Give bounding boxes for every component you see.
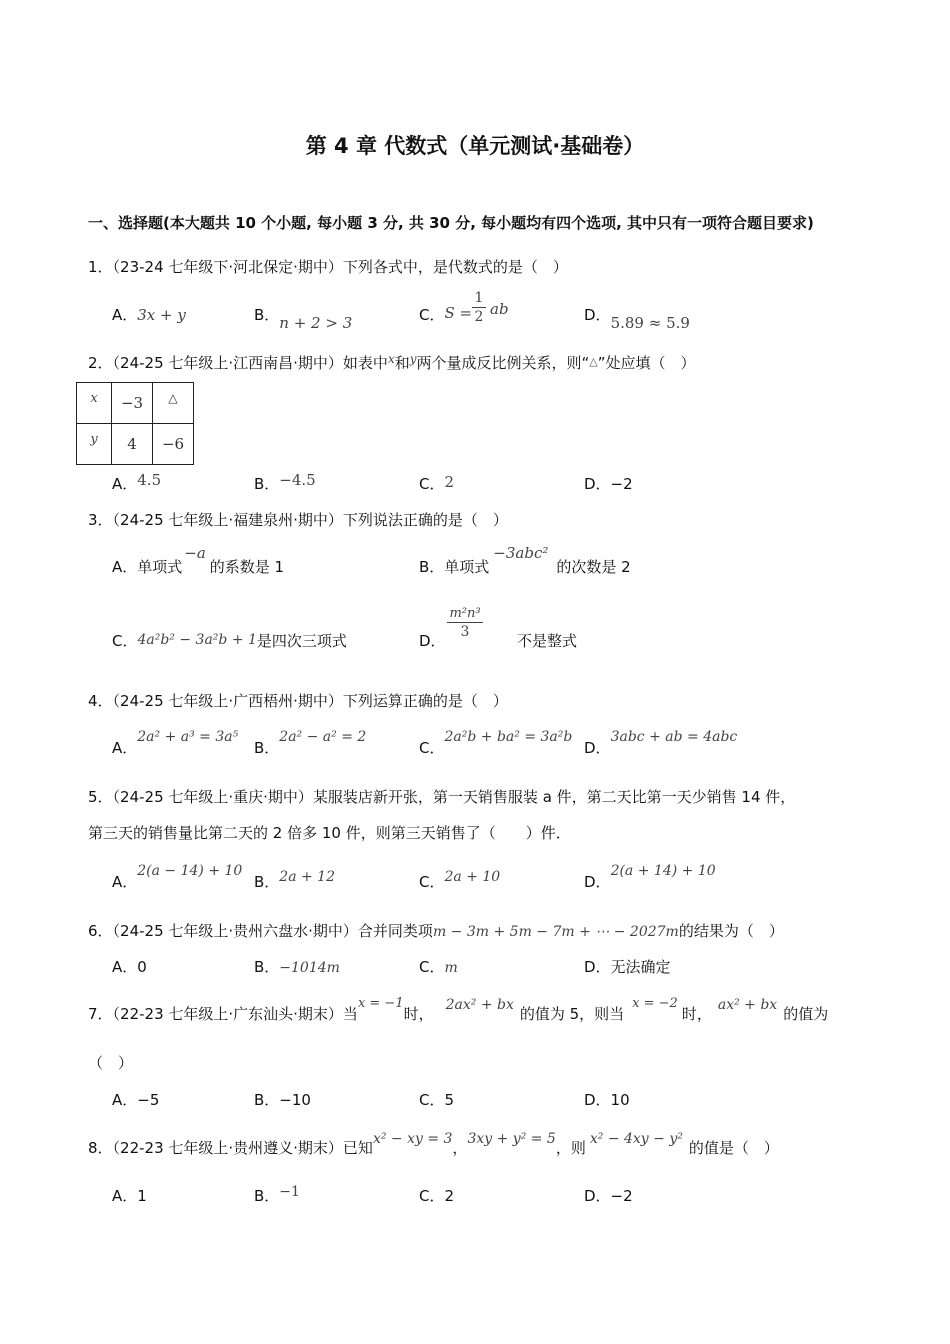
option-math: −1014m	[279, 960, 340, 976]
stem-math: x = −2	[632, 996, 678, 1011]
table-cell	[153, 383, 194, 424]
stem-math: 3xy + y² = 5	[467, 1131, 556, 1147]
table-cell	[153, 424, 194, 465]
q3-option-c[interactable]	[112, 630, 347, 651]
q3-option-d-label[interactable]: D．	[419, 632, 446, 650]
stem-text: 的值为 5，则当	[519, 1005, 625, 1023]
cell-text: △	[168, 391, 178, 405]
q5-option-d[interactable]	[584, 863, 716, 892]
math-x: x	[387, 352, 395, 366]
option-label: C．	[112, 632, 138, 650]
table-cell	[77, 383, 112, 424]
q5-option-a[interactable]	[112, 863, 243, 892]
stem-text: ，则	[555, 1139, 586, 1157]
stem-math: x² − xy = 3	[372, 1131, 453, 1147]
q1-option-d[interactable]	[584, 304, 690, 332]
option-label: B．单项式	[419, 558, 490, 576]
q1-option-a[interactable]	[112, 304, 186, 325]
option-label: D．	[584, 306, 611, 324]
option-label: C．	[419, 873, 445, 891]
q2-option-c[interactable]	[419, 473, 454, 494]
option-math: −1	[279, 1184, 300, 1200]
option-math: S =	[444, 304, 473, 322]
proportion-table	[76, 382, 194, 465]
option-math: m	[444, 960, 458, 976]
option-text: 是四次三项式	[256, 632, 347, 650]
question-1-stem: 1．（23-24 七年级下·河北保定·期中）下列各式中，是代数式的是（ ）	[88, 258, 568, 276]
option-label: B．	[254, 1187, 280, 1205]
stem-math: x² − 4xy − y²	[589, 1131, 683, 1147]
q4-option-b[interactable]	[254, 729, 367, 758]
stem-text: 两个量成反比例关系，则“	[416, 354, 590, 372]
question-4-stem: 4．（24-25 七年级上·广西梧州·期中）下列运算正确的是（ ）	[88, 692, 508, 710]
q2-option-a[interactable]	[112, 473, 161, 494]
option-label: A．	[112, 873, 138, 891]
stem-math: 2ax² + bx	[445, 997, 514, 1013]
question-8-stem	[88, 1131, 779, 1158]
q7-option-c[interactable]: C．5	[419, 1091, 455, 1109]
q6-option-b[interactable]	[254, 956, 340, 977]
stem-math: ax² + bx	[717, 997, 778, 1013]
option-math: 2	[444, 473, 455, 491]
stem-text: 的结果为（ ）	[678, 922, 784, 940]
stem-text: ，	[452, 1139, 468, 1157]
table-row	[77, 383, 194, 424]
q7-option-a[interactable]: A．−5	[112, 1091, 160, 1109]
question-2-stem	[88, 352, 696, 373]
option-math: 4.5	[137, 471, 162, 489]
table-cell	[112, 424, 153, 465]
option-math: 2a²b + ba² = 3a²b	[444, 729, 573, 745]
option-label: C．	[419, 475, 445, 493]
option-math: 3x + y	[137, 306, 186, 324]
q4-option-c[interactable]	[419, 729, 573, 758]
option-label: A．单项式	[112, 558, 183, 576]
q5-option-b[interactable]	[254, 871, 335, 892]
option-label: D．	[584, 739, 611, 757]
option-math: 4a²b² − 3a²b + 1	[137, 632, 257, 648]
cell-text: −6	[161, 435, 185, 453]
q2-option-b[interactable]	[254, 473, 316, 494]
option-text: 的次数是 2	[556, 558, 631, 576]
option-label: C．	[419, 306, 445, 324]
q1-option-c[interactable]	[419, 304, 472, 325]
option-label: C．	[419, 739, 445, 757]
cell-text: x	[90, 391, 98, 406]
q8-option-d[interactable]: D．−2	[584, 1187, 633, 1205]
option-math: n + 2 > 3	[279, 314, 353, 332]
option-label: D．	[584, 873, 611, 891]
question-5-stem-line1: 5．（24-25 七年级上·重庆·期中）某服装店新开张，第一天销售服装 a 件，第二天比第一天少销售 14 件，	[88, 788, 796, 806]
stem-text: 8．（22-23 七年级上·贵州遵义·期末）已知	[88, 1139, 373, 1157]
option-label: A．	[112, 306, 138, 324]
option-math: 5.89 ≈ 5.9	[610, 314, 690, 332]
option-math: 2a² + a³ = 3a⁵	[137, 729, 239, 745]
question-5-stem-line2: 第三天的销售量比第二天的 2 倍多 10 件，则第三天销售了（ ）件．	[88, 824, 571, 842]
q1-c-fraction	[472, 290, 486, 325]
option-math: −3abc²	[493, 544, 549, 562]
q1-option-b[interactable]	[254, 304, 353, 332]
q3-option-b[interactable]	[419, 544, 631, 577]
option-label: B．	[254, 739, 280, 757]
q8-option-a[interactable]: A．1	[112, 1187, 147, 1205]
stem-text: 时，	[403, 1005, 434, 1023]
q1-c-math-tail: ab	[490, 300, 509, 318]
q4-option-d[interactable]	[584, 729, 738, 758]
q3-d-text: 不是整式	[517, 632, 578, 650]
stem-text: 2．（24-25 七年级上·江西南昌·期中）如表中	[88, 354, 388, 372]
stem-text: ”处应填（ ）	[597, 354, 696, 372]
question-7-stem	[88, 996, 829, 1024]
question-6-stem	[88, 920, 784, 941]
q3-option-a[interactable]	[112, 544, 285, 577]
table-row	[77, 424, 194, 465]
stem-text: 的值为	[783, 1005, 829, 1023]
option-math: 2(a − 14) + 10	[137, 863, 243, 879]
section-heading: 一、选择题(本大题共 10 个小题, 每小题 3 分, 共 30 分, 每小题均有四个选项, 其中只有一项符合题目要求)	[88, 214, 814, 232]
fraction-denominator: 2	[474, 309, 484, 325]
option-math: 3abc + ab = 4abc	[610, 729, 738, 745]
fraction-numerator: 1	[474, 290, 484, 306]
option-math: 2a + 12	[279, 869, 335, 885]
q7-option-d[interactable]: D．10	[584, 1091, 630, 1109]
page-title: 第 4 章 代数式（单元测试·基础卷）	[305, 134, 645, 158]
cell-text: −3	[120, 394, 144, 412]
option-label: C．	[419, 958, 445, 976]
stem-text: 的值是（ ）	[688, 1139, 779, 1157]
stem-text: 时，	[681, 1005, 712, 1023]
math-y: y	[409, 352, 417, 366]
stem-math: x = −1	[357, 996, 404, 1011]
table-cell	[77, 424, 112, 465]
q4-option-a[interactable]	[112, 729, 239, 758]
stem-text: 6．（24-25 七年级上·贵州六盘水·期中）合并同类项	[88, 922, 433, 940]
option-math: 2a + 10	[444, 869, 501, 885]
triangle-symbol: △	[589, 355, 598, 368]
q3-d-fraction	[447, 606, 483, 640]
q8-option-c[interactable]: C．2	[419, 1187, 455, 1205]
option-label: A．	[112, 739, 138, 757]
option-label: B．	[254, 873, 280, 891]
q6-option-c[interactable]	[419, 956, 458, 977]
fraction-numerator: m²n³	[449, 606, 481, 621]
q8-option-b[interactable]	[254, 1185, 300, 1206]
option-math: −a	[184, 544, 206, 562]
cell-text: y	[90, 432, 98, 447]
option-label: B．	[254, 306, 280, 324]
option-math: 2(a + 14) + 10	[610, 863, 716, 879]
option-math: −4.5	[279, 471, 316, 489]
option-label: B．	[254, 475, 280, 493]
q7-option-b[interactable]: B．−10	[254, 1091, 311, 1109]
question-7-stem-line2: （ ）	[88, 1054, 134, 1072]
option-text: 的系数是 1	[209, 558, 285, 576]
fraction-denominator: 3	[460, 624, 470, 640]
stem-math: m − 3m + 5m − 7m + ⋯ − 2027m	[432, 924, 679, 940]
option-label: B．	[254, 958, 280, 976]
q5-option-c[interactable]	[419, 871, 500, 892]
q6-option-d[interactable]: D．无法确定	[584, 958, 671, 976]
table-cell	[112, 383, 153, 424]
question-3-stem: 3．（24-25 七年级上·福建泉州·期中）下列说法正确的是（ ）	[88, 511, 508, 529]
option-label: A．	[112, 475, 138, 493]
stem-text: 和	[394, 354, 410, 372]
q6-option-a[interactable]: A．0	[112, 958, 147, 976]
stem-text: 7．（22-23 七年级上·广东汕头·期末）当	[88, 1005, 358, 1023]
cell-text: 4	[127, 435, 137, 453]
q2-option-d[interactable]: D．−2	[584, 475, 633, 493]
option-math: 2a² − a² = 2	[279, 729, 367, 745]
